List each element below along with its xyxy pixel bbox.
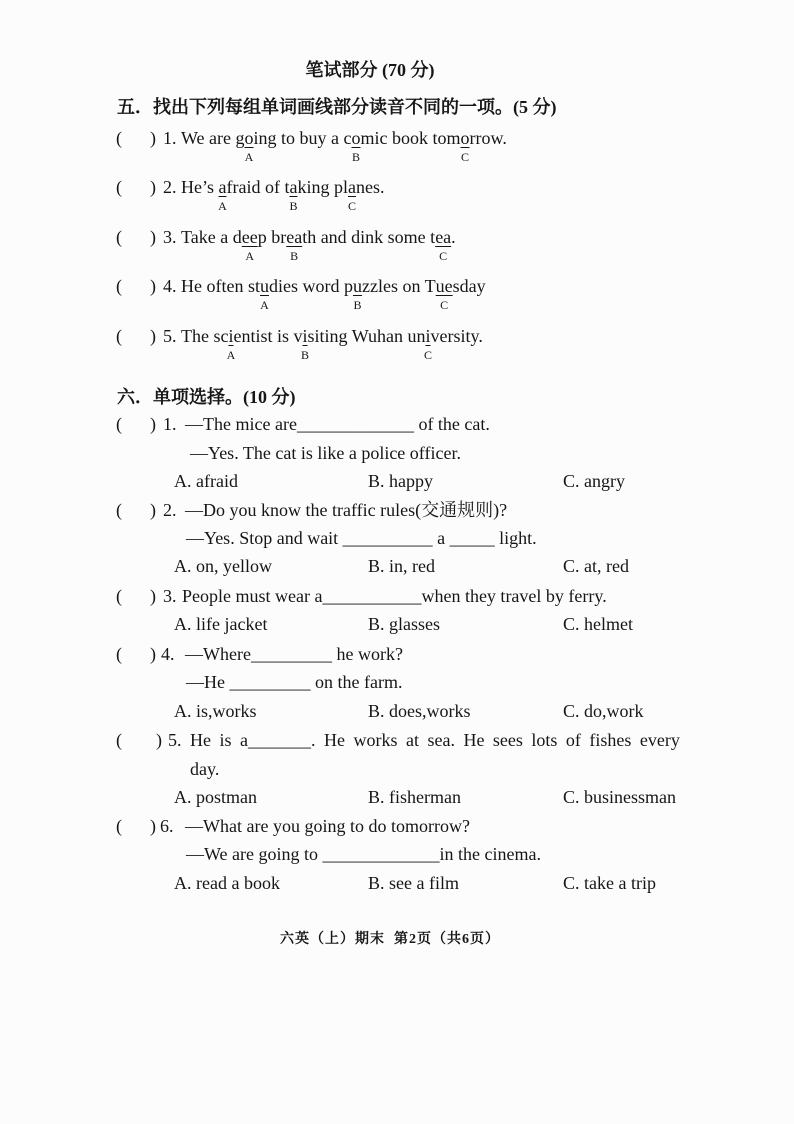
sentence-text: Take a d	[181, 227, 242, 247]
underlined-letters: i	[425, 326, 431, 346]
answer-bracket-close: )	[150, 414, 156, 434]
options-row	[0, 470, 794, 492]
answer-bracket-open: (	[116, 644, 122, 664]
option-a: A. postman	[174, 787, 257, 807]
answer-bracket-close: )	[150, 644, 156, 664]
option-c: C. at, red	[563, 556, 629, 576]
page-footer: 六英（上）期末 第2页（共6页）	[280, 932, 500, 947]
choice-label: C	[439, 249, 448, 263]
sentence-text: .	[451, 227, 456, 247]
question-text-continued: —We are going to _____________in the cinema.	[186, 844, 541, 864]
section-5-heading: 五．找出下列每组单词画线部分读音不同的一项。(5 分)	[117, 97, 557, 117]
option-c: C. helmet	[563, 614, 633, 634]
option-a: A. life jacket	[174, 614, 268, 634]
question-row	[0, 127, 794, 164]
page-title: 笔试部分 (70 分)	[305, 60, 435, 80]
question-row	[0, 275, 794, 312]
underlined-part	[435, 226, 452, 263]
question-number: 5.	[168, 730, 182, 750]
underlined-part	[286, 226, 303, 263]
underlined-letters: i	[302, 326, 308, 346]
question-text-continued: —Yes. The cat is like a police officer.	[190, 443, 461, 463]
choice-label: B	[301, 348, 310, 362]
sentence-text: nes.	[356, 177, 385, 197]
sentence-text: p br	[257, 227, 287, 247]
answer-bracket-open: (	[116, 500, 122, 520]
options-row	[0, 872, 794, 894]
choice-label: B	[351, 150, 361, 164]
choice-label: C	[440, 298, 449, 312]
options-row	[0, 700, 794, 722]
question-number: 6.	[160, 816, 174, 836]
answer-bracket-close: )	[150, 326, 156, 346]
question-row-continued	[0, 442, 794, 464]
underlined-letters: u	[352, 276, 362, 296]
answer-bracket-open: (	[116, 177, 122, 197]
question-row-continued	[0, 527, 794, 549]
choice-label: A	[218, 199, 227, 213]
options-row	[0, 555, 794, 577]
question-row	[0, 176, 794, 213]
underlined-letters: a	[218, 177, 227, 197]
sentence-text: dies word p	[268, 276, 353, 296]
option-c: C. do,work	[563, 701, 644, 721]
answer-bracket-open: (	[116, 326, 122, 346]
question-text-continued: day.	[190, 759, 220, 779]
underlined-part	[241, 226, 258, 263]
sentence-text: entist is v	[233, 326, 303, 346]
option-a: A. afraid	[174, 471, 238, 491]
option-a: A. read a book	[174, 873, 280, 893]
underlined-part	[347, 176, 357, 213]
underlined-part	[289, 176, 298, 213]
question-number: 2.	[163, 500, 177, 520]
answer-bracket-open: (	[116, 128, 122, 148]
choice-label: C	[423, 348, 432, 362]
underlined-part	[226, 325, 236, 362]
question-text: —Where_________ he work?	[185, 644, 403, 664]
question-sentence	[181, 226, 456, 263]
option-a: A. is,works	[174, 701, 257, 721]
question-text: —The mice are_____________ of the cat.	[185, 414, 490, 434]
options-row	[0, 786, 794, 808]
sentence-text: versity.	[430, 326, 483, 346]
sentence-text: siting Wuhan un	[307, 326, 426, 346]
option-b: B. happy	[368, 471, 433, 491]
answer-bracket-open: (	[116, 816, 122, 836]
answer-bracket-close: )	[150, 500, 156, 520]
underlined-part	[460, 127, 470, 164]
question-number: 3.	[163, 586, 177, 606]
answer-bracket-open: (	[116, 730, 122, 750]
question-sentence	[181, 176, 385, 213]
question-number: 2.	[163, 177, 177, 197]
question-text: People must wear a___________when they travel by ferry.	[182, 586, 607, 606]
answer-bracket-close: )	[150, 128, 156, 148]
choice-label: A	[245, 249, 255, 263]
answer-bracket-close: )	[150, 227, 156, 247]
choice-label: C	[460, 150, 470, 164]
sentence-text: ing to buy a c	[253, 128, 352, 148]
options-row	[0, 613, 794, 635]
underlined-letters: o	[351, 128, 361, 148]
underlined-letters: u	[259, 276, 269, 296]
question-row-continued	[0, 671, 794, 693]
question-sentence	[181, 275, 486, 312]
answer-bracket-close: )	[150, 276, 156, 296]
option-b: B. fisherman	[368, 787, 461, 807]
answer-bracket-close: )	[150, 586, 156, 606]
underlined-letters: a	[348, 177, 356, 197]
question-number: 1.	[163, 414, 177, 434]
option-c: C. take a trip	[563, 873, 656, 893]
question-text: —What are you going to do tomorrow?	[185, 816, 470, 836]
question-text: —Do you know the traffic rules(交通规则)?	[185, 500, 508, 520]
question-number: 3.	[163, 227, 177, 247]
question-row	[0, 325, 794, 362]
sentence-text: We are g	[181, 128, 245, 148]
question-number: 5.	[163, 326, 177, 346]
question-row-continued	[0, 758, 794, 780]
choice-label: B	[289, 199, 298, 213]
choice-label: A	[260, 298, 269, 312]
underlined-letters: a	[289, 177, 298, 197]
question-number: 4.	[161, 644, 175, 664]
underlined-part	[218, 176, 227, 213]
sentence-text: fraid of t	[226, 177, 290, 197]
underlined-letters: o	[244, 128, 254, 148]
question-number: 1.	[163, 128, 177, 148]
sentence-text: rrow.	[469, 128, 507, 148]
answer-bracket-close: )	[156, 730, 162, 750]
sentence-text: mic book tom	[360, 128, 461, 148]
underlined-letters: ue	[435, 276, 453, 296]
underlined-part	[244, 127, 254, 164]
option-b: B. glasses	[368, 614, 440, 634]
underlined-part	[423, 325, 432, 362]
underlined-letters: ea	[286, 227, 303, 247]
question-text-continued: —Yes. Stop and wait __________ a _____ light.	[186, 528, 537, 548]
underlined-letters: ee	[241, 227, 258, 247]
question-row	[0, 585, 794, 607]
answer-bracket-open: (	[116, 586, 122, 606]
sentence-text: zzles on T	[361, 276, 436, 296]
sentence-text: th and dink some t	[302, 227, 436, 247]
underlined-letters: i	[228, 326, 234, 346]
question-row	[0, 226, 794, 263]
question-row	[0, 499, 794, 521]
option-b: B. does,works	[368, 701, 471, 721]
option-b: B. see a film	[368, 873, 459, 893]
question-row	[0, 643, 794, 665]
underlined-letters: ea	[435, 227, 452, 247]
option-c: C. angry	[563, 471, 625, 491]
sentence-text: He’s	[181, 177, 219, 197]
option-c: C. businessman	[563, 787, 677, 807]
underlined-part	[435, 275, 453, 312]
sentence-text: He often st	[181, 276, 260, 296]
question-row	[0, 413, 794, 435]
choice-label: A	[226, 348, 236, 362]
underlined-part	[352, 275, 362, 312]
answer-bracket-open: (	[116, 276, 122, 296]
question-sentence	[181, 325, 483, 362]
sentence-text: The sc	[181, 326, 229, 346]
section-6-heading: 六．单项选择。(10 分)	[117, 387, 296, 407]
question-text-continued: —He _________ on the farm.	[186, 672, 403, 692]
answer-bracket-close: )	[150, 816, 156, 836]
underlined-part	[351, 127, 361, 164]
choice-label: C	[347, 199, 357, 213]
question-number: 4.	[163, 276, 177, 296]
question-row	[0, 729, 794, 751]
question-text: He is a_______. He works at sea. He sees lots of fishes every	[190, 730, 680, 750]
underlined-part	[259, 275, 269, 312]
sentence-text: sday	[452, 276, 486, 296]
underlined-letters: o	[460, 128, 470, 148]
underlined-part	[301, 325, 310, 362]
answer-bracket-open: (	[116, 414, 122, 434]
option-b: B. in, red	[368, 556, 435, 576]
sentence-text: king pl	[297, 177, 348, 197]
choice-label: A	[244, 150, 254, 164]
answer-bracket-open: (	[116, 227, 122, 247]
question-row	[0, 815, 794, 837]
choice-label: B	[353, 298, 362, 312]
choice-label: B	[290, 249, 299, 263]
question-sentence	[181, 127, 507, 164]
answer-bracket-close: )	[150, 177, 156, 197]
question-row-continued	[0, 843, 794, 865]
option-a: A. on, yellow	[174, 556, 272, 576]
